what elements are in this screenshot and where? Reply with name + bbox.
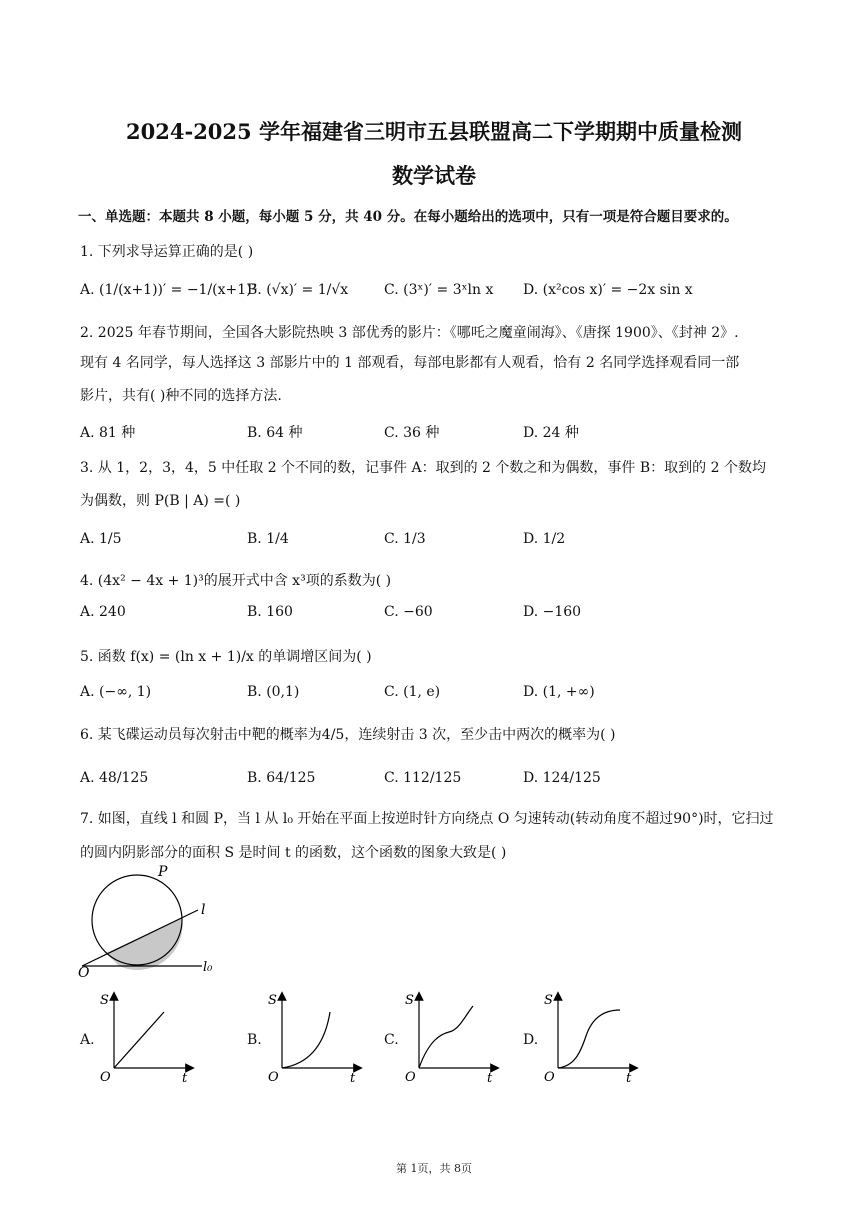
q7-graph-a xyxy=(96,990,196,1086)
q1-stem: 1. 下列求导运算正确的是( ) xyxy=(80,244,254,260)
q6-option-b: B. 64/125 xyxy=(247,770,316,786)
q2-option-c: C. 36 种 xyxy=(384,425,440,441)
q7-graph-c xyxy=(401,990,501,1086)
q3-option-c: C. 1/3 xyxy=(384,531,426,547)
graph-b-o-label: O xyxy=(268,1070,279,1085)
q7-circle-figure xyxy=(70,862,230,982)
graph-d-s-label: S xyxy=(544,993,553,1008)
label-o: O xyxy=(78,965,90,981)
q7-line-1: 7. 如图，直线 l 和圆 P，当 l 从 l₀ 开始在平面上按逆时针方向绕点 O 匀速转动(转动角度不超过90°)时，它扫过 xyxy=(80,811,774,827)
q7-graph-d xyxy=(540,990,640,1086)
label-l0: l₀ xyxy=(203,960,213,975)
q5-option-c: C. (1, e) xyxy=(384,684,441,700)
graph-d-t-label: t xyxy=(626,1071,632,1086)
q1-option-a: A. (1/(x+1))′ = −1/(x+1)² xyxy=(80,282,258,298)
q1-option-c: C. (3ˣ)′ = 3ˣln x xyxy=(384,282,494,298)
q5-option-b: B. (0,1) xyxy=(247,684,300,700)
q4-option-c: C. −60 xyxy=(384,604,433,620)
q4-stem: 4. (4x² − 4x + 1)³的展开式中含 x³项的系数为( ) xyxy=(80,573,392,589)
q2-line-1: 2. 2025 年春节期间，全国各大影院热映 3 部优秀的影片：《哪吒之魔童闹海》、《唐探 1900》、《封神 2》. xyxy=(80,325,739,341)
q3-line-2: 为偶数，则 P(B | A) =( ) xyxy=(80,493,241,509)
shaded-region xyxy=(106,918,183,970)
label-p: P xyxy=(158,864,168,880)
section-heading: 一、单选题：本题共 8 小题，每小题 5 分，共 40 分。在每小题给出的选项中，只有一项是符合题目要求的。 xyxy=(78,209,738,225)
q3-option-a: A. 1/5 xyxy=(80,531,122,547)
q2-option-d: D. 24 种 xyxy=(523,425,579,441)
q6-option-d: D. 124/125 xyxy=(523,770,601,786)
graph-b-s-label: S xyxy=(268,993,277,1008)
q3-line-1: 3. 从 1，2，3，4，5 中任取 2 个不同的数，记事件 A：取到的 2 个数之和为偶数，事件 B：取到的 2 个数均 xyxy=(80,460,766,476)
q6-option-a: A. 48/125 xyxy=(80,770,149,786)
graph-d-o-label: O xyxy=(544,1070,555,1085)
q1-option-d: D. (x²cos x)′ = −2x sin x xyxy=(523,282,693,298)
graph-b-t-label: t xyxy=(350,1071,356,1086)
q2-option-b: B. 64 种 xyxy=(247,425,303,441)
graph-a-o-label: O xyxy=(100,1070,111,1085)
graph-c-curve xyxy=(419,1006,473,1068)
q2-line-3: 影片，共有( )种不同的选择方法. xyxy=(80,388,282,404)
q4-option-d: D. −160 xyxy=(523,604,582,620)
exam-subtitle: 数学试卷 xyxy=(392,163,476,188)
graph-a-curve xyxy=(114,1012,164,1068)
graph-a-t-label: t xyxy=(182,1071,188,1086)
q7-line-2: 的圆内阴影部分的面积 S 是时间 t 的函数，这个函数的图象大致是( ) xyxy=(80,845,507,861)
q6-stem: 6. 某飞碟运动员每次射击中靶的概率为4/5，连续射击 3 次，至少击中两次的概率为( ) xyxy=(80,727,616,743)
q2-line-2: 现有 4 名同学，每人选择这 3 部影片中的 1 部观看，每部电影都有人观看，恰有 2 名同学选择观看同一部 xyxy=(80,355,740,371)
graph-a-s-label: S xyxy=(100,993,109,1008)
q1-option-b: B. (√x)′ = 1/√x xyxy=(247,282,349,298)
q7-option-a-label: A. xyxy=(80,1032,95,1048)
q3-option-b: B. 1/4 xyxy=(247,531,289,547)
graph-c-o-label: O xyxy=(405,1070,416,1085)
q7-option-c-label: C. xyxy=(384,1032,399,1048)
q2-option-a: A. 81 种 xyxy=(80,425,136,441)
q4-option-b: B. 160 xyxy=(247,604,293,620)
q4-option-a: A. 240 xyxy=(80,604,126,620)
q5-stem: 5. 函数 f(x) = (ln x + 1)/x 的单调增区间为( ) xyxy=(80,649,372,665)
q7-graph-b xyxy=(264,990,364,1086)
q7-option-d-label: D. xyxy=(523,1032,539,1048)
q7-option-b-label: B. xyxy=(247,1032,262,1048)
graph-b-curve xyxy=(282,1012,330,1068)
graph-d-curve xyxy=(558,1010,620,1068)
graph-c-s-label: S xyxy=(405,993,414,1008)
q3-option-d: D. 1/2 xyxy=(523,531,566,547)
page-footer: 第 1页，共 8页 xyxy=(396,1162,472,1175)
q5-option-a: A. (−∞, 1) xyxy=(80,684,152,700)
q6-option-c: C. 112/125 xyxy=(384,770,462,786)
q5-option-d: D. (1, +∞) xyxy=(523,684,595,700)
label-l: l xyxy=(201,902,206,918)
graph-c-t-label: t xyxy=(487,1071,493,1086)
exam-title: 2024-2025 学年福建省三明市五县联盟高二下学期期中质量检测 xyxy=(126,119,742,144)
